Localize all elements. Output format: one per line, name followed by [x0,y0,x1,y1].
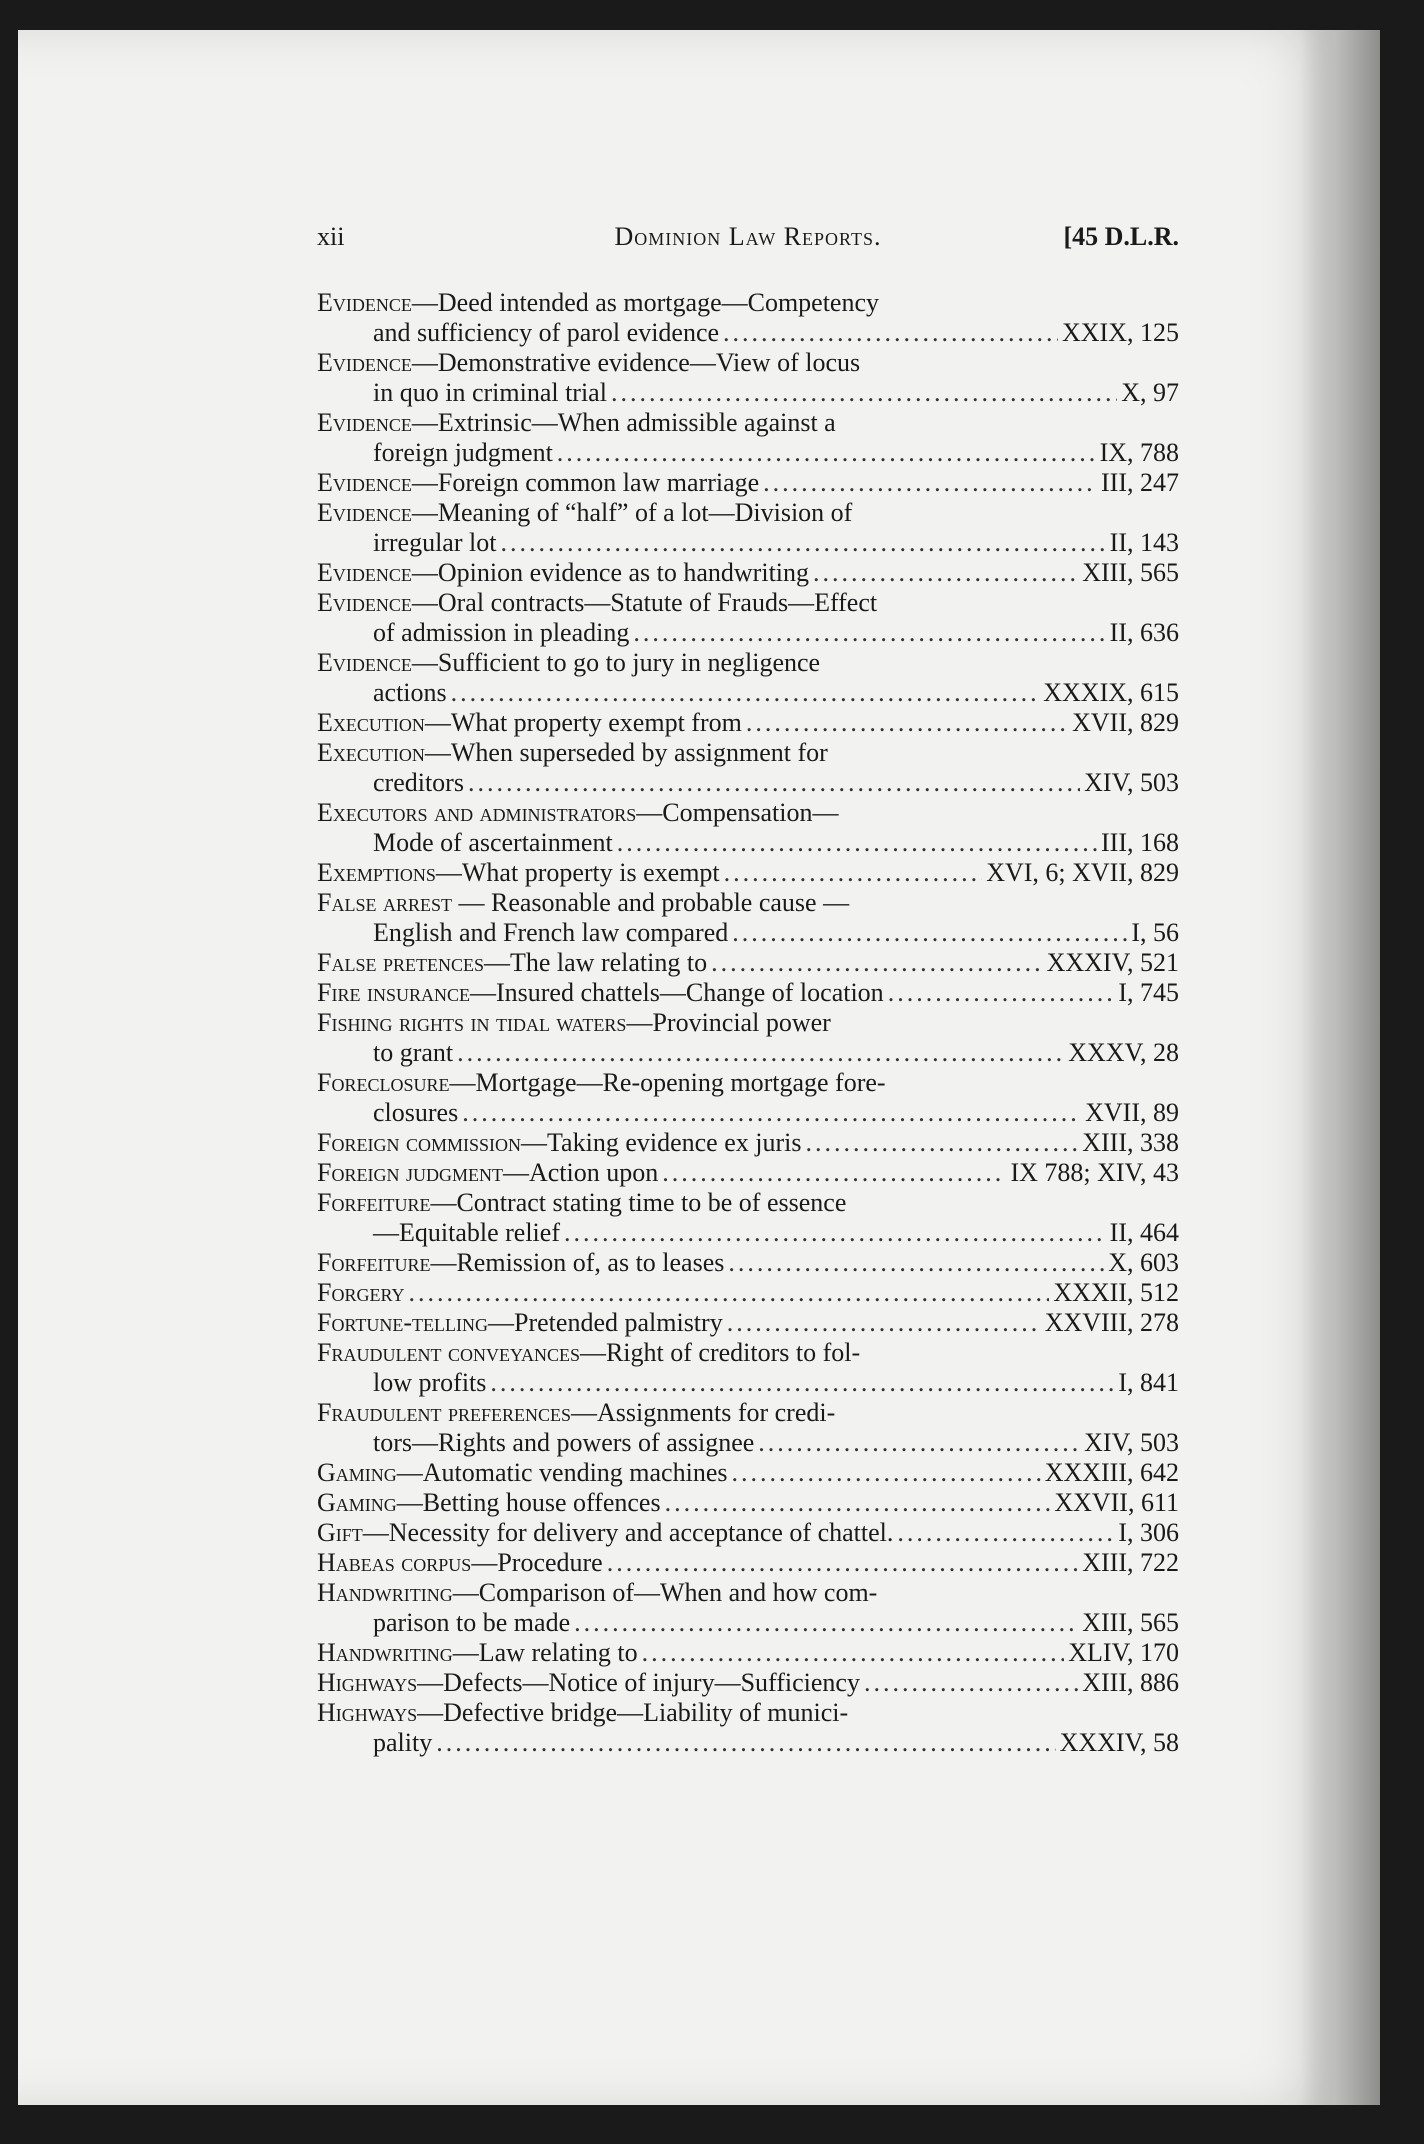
index-entry [317,1458,1179,1488]
entry-text: —When superseded by assignment for [424,738,828,767]
entry-first-line [317,1068,1179,1098]
entry-line [317,978,1179,1008]
index-entry [317,738,1179,798]
entry-heading: Foreclosure [317,1068,450,1097]
index-entry [317,1548,1179,1578]
entry-first-line [317,888,1179,918]
entry-text: —Extrinsic—When admissible against a [411,408,836,437]
entry-heading: Foreign judgment [317,1158,503,1187]
entry-label [317,1518,893,1548]
dot-leader [711,948,1042,978]
entry-continuation [317,828,1179,858]
entry-heading: Highways [317,1668,418,1697]
entry-continuation [317,378,1179,408]
dot-leader [468,768,1080,798]
entry-line [317,1128,1179,1158]
entry-heading: Evidence [317,648,412,677]
entry-line [317,468,1179,498]
entry-reference: XXXII, 512 [1053,1278,1179,1307]
index-entry [317,1248,1179,1278]
entry-continuation [317,528,1179,558]
entry-reference: XIII, 886 [1082,1668,1179,1697]
entry-heading: Evidence [317,558,412,587]
entry-reference: XIV, 503 [1084,1428,1179,1457]
dot-leader [642,1638,1065,1668]
dot-leader [763,468,1097,498]
entry-first-line [317,1398,1179,1428]
entry-continuation-text: in quo in criminal trial [373,378,607,407]
entry-continuation [317,678,1179,708]
index-entry [317,948,1179,978]
entry-first-line [317,288,1179,318]
dot-leader [728,1248,1104,1278]
entry-continuation [317,768,1179,798]
dot-leader [665,1488,1051,1518]
index-entry [317,888,1179,948]
entry-line [317,1548,1179,1578]
entry-text: —The law relating to [483,948,708,977]
dot-leader [746,708,1068,738]
index-entry [317,1128,1179,1158]
entry-text: —Compensation— [636,798,839,827]
volume-reference: [45 D.L.R. [1063,222,1179,251]
entry-continuation-text: of admission in pleading [373,618,630,647]
entry-text: —Provincial power [626,1008,831,1037]
index-entry [317,1338,1179,1398]
index-entry [317,1158,1179,1188]
entry-label [317,1548,603,1578]
entry-label [317,1128,801,1158]
entry-reference: XXXIII, 642 [1044,1458,1179,1487]
dot-leader [462,1098,1081,1128]
entry-reference: XIII, 722 [1082,1548,1179,1577]
entry-line [317,558,1179,588]
entry-heading: Evidence [317,348,412,377]
entry-first-line [317,348,1179,378]
index-entry [317,1488,1179,1518]
entry-continuation-text: English and French law compared [373,918,729,947]
dot-leader [490,1368,1114,1398]
entry-line [317,1308,1179,1338]
dot-leader [557,438,1096,468]
entry-text: —Assignments for credi- [570,1398,836,1427]
entry-heading: Fraudulent preferences [317,1398,571,1427]
entry-heading: Forfeiture [317,1248,431,1277]
entry-text: —Deed intended as mortgage—Competency [411,288,880,317]
entry-continuation [317,918,1179,948]
entry-heading: Forgery [317,1278,405,1307]
entry-heading: Executors and administrators [317,798,637,827]
dot-leader [805,1128,1078,1158]
entry-text: —Law relating to [452,1638,638,1667]
entry-first-line [317,1698,1179,1728]
entry-heading: Evidence [317,288,412,317]
entry-continuation-text: to grant [373,1038,454,1067]
entry-reference: XXVII, 611 [1054,1488,1179,1517]
dot-leader [408,1278,1049,1308]
index-entry [317,708,1179,738]
entry-text: —Pretended palmistry [488,1308,723,1337]
index-entry [317,858,1179,888]
entry-continuation [317,1218,1179,1248]
entry-reference: XVI, 6; XVII, 829 [986,858,1179,887]
index-entry [317,1068,1179,1128]
entry-text: —Defects—Notice of injury—Sufficiency [417,1668,860,1697]
entry-label [317,1248,724,1278]
entry-heading: Evidence [317,408,412,437]
entry-label [317,1638,638,1668]
index-entry [317,1698,1179,1758]
entry-continuation [317,1098,1179,1128]
entry-heading: Fishing rights in tidal waters [317,1008,627,1037]
entry-continuation [317,1038,1179,1068]
entry-reference: III, 247 [1101,468,1179,497]
entry-text: —Demonstrative evidence—View of locus [411,348,861,377]
entry-first-line [317,1188,1179,1218]
entry-continuation-text: foreign judgment [373,438,553,467]
entry-heading: Gaming [317,1488,397,1517]
entry-heading: Evidence [317,468,412,497]
entry-reference: XXVIII, 278 [1044,1308,1179,1337]
dot-leader [607,1548,1079,1578]
entry-reference: X, 97 [1121,378,1179,407]
index-entry [317,798,1179,858]
entry-line [317,1278,1179,1308]
entry-continuation-text: —Equitable relief [373,1218,560,1247]
entry-text: —Mortgage—Re-opening mortgage fore- [449,1068,886,1097]
entry-first-line [317,1008,1179,1038]
entry-continuation-text: parison to be made [373,1608,571,1637]
entry-first-line [317,498,1179,528]
entry-heading: Execution [317,738,425,767]
entry-heading: Evidence [317,498,412,527]
entry-line [317,1518,1179,1548]
entry-text: —Necessity for delivery and acceptance of chattel. [362,1518,894,1547]
dot-leader [500,528,1105,558]
entry-label [317,1308,723,1338]
entry-reference: XXXIX, 615 [1043,678,1179,707]
running-header [317,222,1179,262]
entry-line [317,708,1179,738]
index-entry [317,468,1179,498]
index-list [317,288,1179,1758]
index-entry [317,1188,1179,1248]
entry-reference: XLIV, 170 [1068,1638,1179,1667]
index-entry [317,1398,1179,1458]
entry-reference: XIII, 565 [1082,558,1179,587]
entry-continuation [317,1728,1179,1758]
entry-continuation [317,1428,1179,1458]
index-entry [317,1008,1179,1068]
entry-reference: IX 788; XIV, 43 [1010,1158,1179,1187]
entry-first-line [317,408,1179,438]
dot-leader [617,828,1097,858]
index-entry [317,1578,1179,1638]
entry-text: —What property exempt from [424,708,742,737]
index-entry [317,408,1179,468]
index-entry [317,1518,1179,1548]
entry-continuation [317,438,1179,468]
entry-line [317,1458,1179,1488]
index-entry [317,1308,1179,1338]
entry-heading: Gaming [317,1458,397,1487]
entry-reference: XIII, 338 [1082,1128,1179,1157]
entry-heading: Foreign commission [317,1128,521,1157]
entry-label [317,1488,661,1518]
entry-reference: I, 56 [1131,918,1179,947]
entry-heading: Fraudulent conveyances [317,1338,580,1367]
entry-continuation-text: low profits [373,1368,487,1397]
entry-heading: Handwriting [317,1578,453,1607]
entry-text: —Taking evidence ex juris [520,1128,802,1157]
entry-reference: XVII, 829 [1072,708,1179,737]
entry-text: —Comparison of—When and how com- [452,1578,878,1607]
dot-leader [813,558,1078,588]
entry-text: —Foreign common law marriage [411,468,760,497]
dot-leader [724,858,983,888]
dot-leader [436,1728,1055,1758]
entry-first-line [317,798,1179,828]
entry-text: —Insured chattels—Change of location [469,978,884,1007]
entry-label [317,558,809,588]
entry-continuation-text: and sufficiency of parol evidence [373,318,720,347]
entry-first-line [317,1338,1179,1368]
entry-reference: XIV, 503 [1084,768,1179,797]
entry-label [317,978,884,1008]
entry-text: —Betting house offences [396,1488,661,1517]
entry-text: — Reasonable and probable cause — [451,888,850,917]
running-title: Dominion Law Reports. [614,222,882,251]
entry-label [317,858,720,888]
entry-continuation-text: actions [373,678,447,707]
entry-reference: X, 603 [1108,1248,1179,1277]
entry-continuation [317,318,1179,348]
page-number: xii [317,222,345,251]
entry-reference: XIII, 565 [1082,1608,1179,1637]
index-entry [317,648,1179,708]
entry-reference: II, 636 [1109,618,1179,647]
entry-heading: Fire insurance [317,978,470,1007]
entry-first-line [317,588,1179,618]
entry-continuation-text: pality [373,1728,433,1757]
entry-label [317,1668,860,1698]
entry-continuation-text: closures [373,1098,459,1127]
entry-reference: I, 841 [1118,1368,1179,1397]
entry-continuation-text: tors—Rights and powers of assignee [373,1428,755,1457]
entry-heading: Execution [317,708,425,737]
entry-heading: Forfeiture [317,1188,431,1217]
entry-continuation [317,618,1179,648]
index-entry [317,588,1179,648]
dot-leader [451,678,1040,708]
entry-text: —Opinion evidence as to handwriting [411,558,810,587]
entry-label [317,1458,727,1488]
dot-leader [564,1218,1106,1248]
entry-label [317,708,742,738]
entry-text: —What property is exempt [435,858,720,887]
entry-line [317,1638,1179,1668]
entry-text: —Contract stating time to be of essence [430,1188,847,1217]
entry-reference: I, 745 [1118,978,1179,1007]
index-entry [317,558,1179,588]
entry-reference: IX, 788 [1099,438,1179,467]
dot-leader [611,378,1117,408]
entry-continuation-text: Mode of ascertainment [373,828,613,857]
dot-leader [731,1458,1040,1488]
entry-reference: XXIX, 125 [1062,318,1179,347]
entry-heading: False pretences [317,948,484,977]
entry-heading: Handwriting [317,1638,453,1667]
entry-heading: False arrest [317,888,452,917]
entry-line [317,1488,1179,1518]
entry-line [317,858,1179,888]
index-entry [317,288,1179,348]
entry-text: —Action upon [502,1158,659,1187]
index-entry [317,1668,1179,1698]
dot-leader [758,1428,1080,1458]
entry-text: —Defective bridge—Liability of munici- [417,1698,849,1727]
entry-line [317,1158,1179,1188]
dot-leader [897,1518,1114,1548]
dot-leader [727,1308,1041,1338]
entry-line [317,948,1179,978]
index-entry [317,498,1179,558]
dot-leader [457,1038,1064,1068]
entry-label [317,468,759,498]
entry-reference: I, 306 [1118,1518,1179,1547]
entry-text: —Right of creditors to fol- [579,1338,861,1367]
dot-leader [732,918,1127,948]
index-entry [317,1638,1179,1668]
index-entry [317,1278,1179,1308]
dot-leader [662,1158,1006,1188]
dot-leader [723,318,1058,348]
entry-heading: Fortune-telling [317,1308,489,1337]
entry-heading: Gift [317,1518,363,1547]
entry-heading: Evidence [317,588,412,617]
entry-reference: III, 168 [1101,828,1179,857]
entry-reference: XVII, 89 [1085,1098,1179,1127]
dot-leader [574,1608,1078,1638]
entry-reference: XXXIV, 58 [1059,1728,1179,1757]
dot-leader [633,618,1105,648]
entry-reference: XXXV, 28 [1068,1038,1179,1067]
entry-continuation-text: creditors [373,768,464,797]
entry-label [317,1158,658,1188]
dot-leader [888,978,1115,1008]
entry-first-line [317,648,1179,678]
entry-text: —Automatic vending machines [396,1458,728,1487]
entry-text: —Oral contracts—Statute of Frauds—Effect [411,588,878,617]
entry-continuation-text: irregular lot [373,528,497,557]
entry-continuation [317,1608,1179,1638]
entry-text: —Remission of, as to leases [430,1248,725,1277]
entry-first-line [317,1578,1179,1608]
dot-leader [864,1668,1078,1698]
index-entry [317,348,1179,408]
entry-heading: Exemptions [317,858,436,887]
entry-continuation [317,1368,1179,1398]
entry-heading: Highways [317,1698,418,1727]
entry-reference: XXXIV, 521 [1046,948,1179,977]
entry-text: —Procedure [471,1548,603,1577]
entry-reference: II, 143 [1109,528,1179,557]
entry-first-line [317,738,1179,768]
entry-text: —Sufficient to go to jury in negligence [411,648,821,677]
entry-line [317,1248,1179,1278]
index-entry [317,978,1179,1008]
page-edge-shadow [1300,30,1380,2105]
entry-reference: II, 464 [1109,1218,1179,1247]
entry-line [317,1668,1179,1698]
entry-text: —Meaning of “half” of a lot—Division of [411,498,853,527]
entry-label [317,948,707,978]
entry-heading: Habeas corpus [317,1548,472,1577]
entry-label [317,1278,404,1308]
